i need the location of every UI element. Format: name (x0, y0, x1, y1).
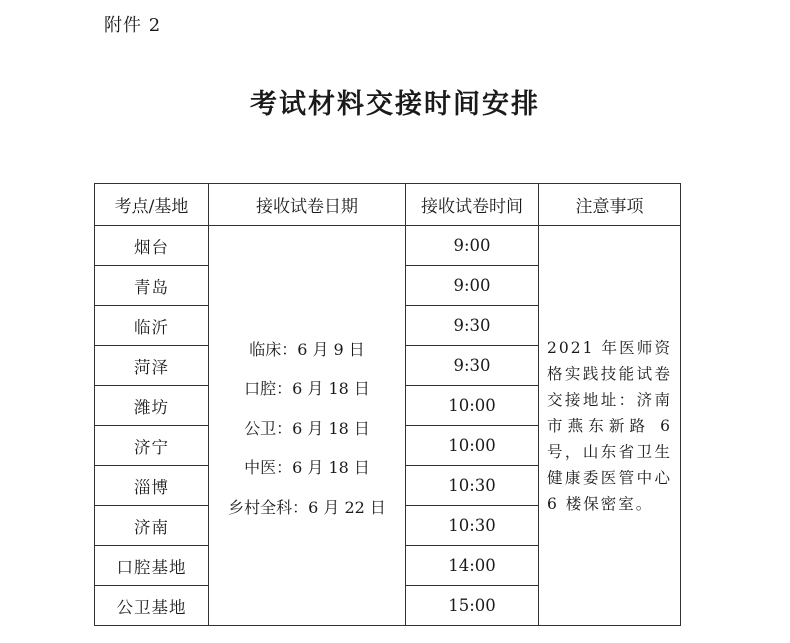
time-cell: 10:00 (406, 426, 539, 466)
date-line: 口腔：6 月 18 日 (244, 379, 370, 399)
time-cell: 9:00 (406, 226, 539, 266)
schedule-table (94, 183, 681, 626)
time-cell: 10:30 (406, 466, 539, 506)
notes-cell (539, 226, 681, 626)
site-cell: 临沂 (95, 306, 209, 346)
site-cell: 口腔基地 (95, 546, 209, 586)
site-cell: 济宁 (95, 426, 209, 466)
notes-text: 2021 年医师资格实践技能试卷交接地址：济南市燕东新路 6 号，山东省卫生健康委医管中心 6 楼保密室。 (547, 338, 672, 513)
time-cell: 10:00 (406, 386, 539, 426)
attachment-label: 附件 2 (104, 15, 162, 36)
header-date: 接收试卷日期 (209, 184, 406, 226)
date-line: 乡村全科：6 月 22 日 (228, 497, 386, 517)
date-line: 公卫：6 月 18 日 (244, 418, 370, 438)
time-cell: 14:00 (406, 546, 539, 586)
site-cell: 淄博 (95, 466, 209, 506)
page-title: 考试材料交接时间安排 (250, 89, 540, 120)
time-cell: 9:30 (406, 306, 539, 346)
time-cell: 10:30 (406, 506, 539, 546)
date-line: 临床：6 月 9 日 (249, 339, 365, 359)
site-cell: 潍坊 (95, 386, 209, 426)
header-notes: 注意事项 (539, 184, 681, 226)
table-row (95, 226, 681, 266)
header-time: 接收试卷时间 (406, 184, 539, 226)
date-line: 中医：6 月 18 日 (244, 458, 370, 478)
site-cell: 公卫基地 (95, 586, 209, 626)
time-cell: 9:30 (406, 346, 539, 386)
site-cell: 济南 (95, 506, 209, 546)
time-cell: 15:00 (406, 586, 539, 626)
site-cell: 菏泽 (95, 346, 209, 386)
site-cell: 烟台 (95, 226, 209, 266)
site-cell: 青岛 (95, 266, 209, 306)
table-header-row (95, 184, 681, 226)
dates-cell (209, 226, 406, 626)
time-cell: 9:00 (406, 266, 539, 306)
header-site: 考点/基地 (95, 184, 209, 226)
